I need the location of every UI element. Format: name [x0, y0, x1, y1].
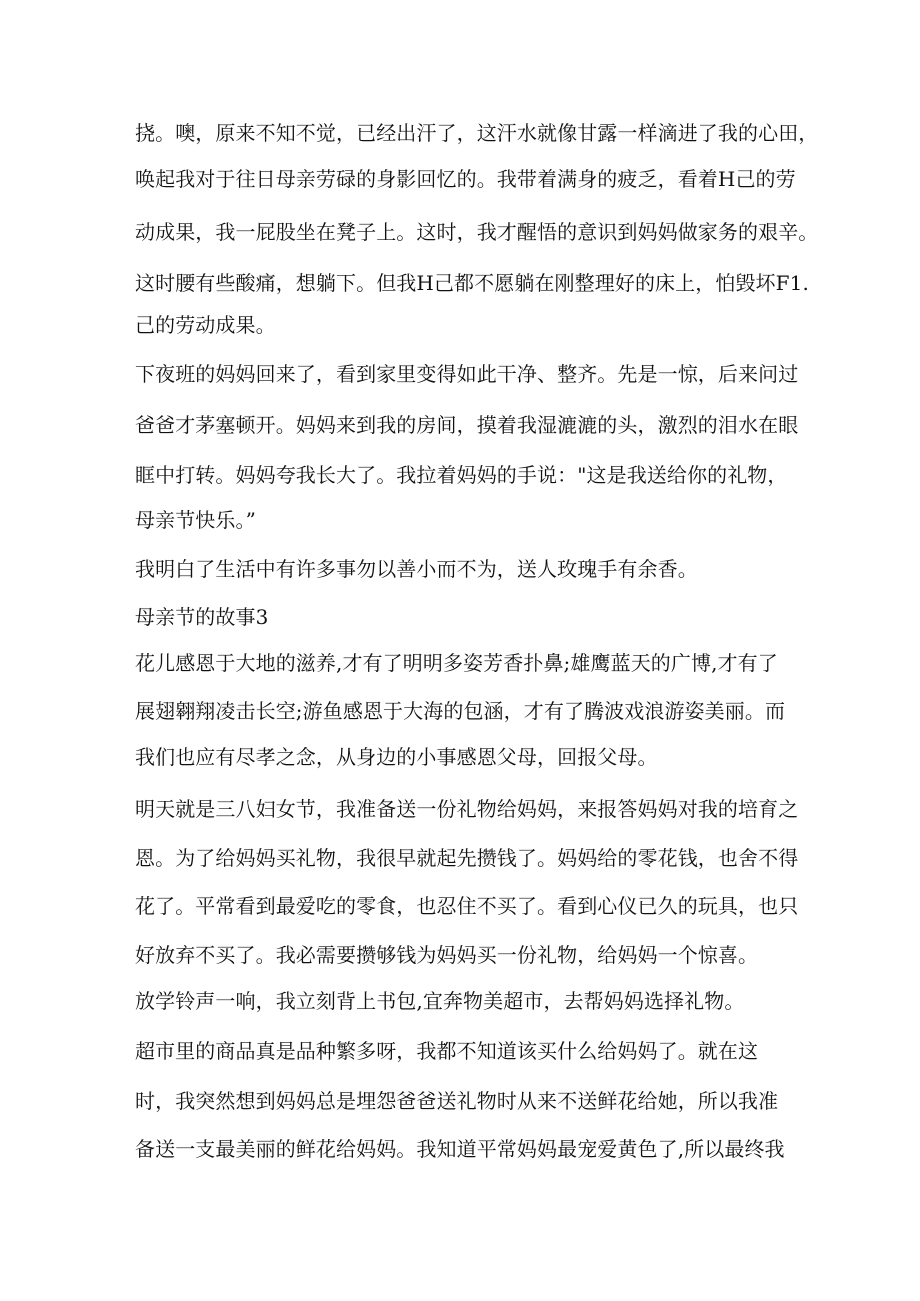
text-line-15: 明天就是三八妇女节，我准备送一份礼物给妈妈，来报答妈妈对我的培育之 [135, 797, 799, 821]
text-line-3: 动成果，我一屁股坐在凳子上。这时，我才醒悟的意识到妈妈做家务的艰辛。 [135, 220, 819, 244]
text-line-13: 展翅翱翔凌击长空;游鱼感恩于大海的包涵，才有了腾波戏浪游姿美丽。而 [135, 699, 786, 723]
text-line-22: 备送一支最美丽的鲜花给妈妈。我知道平常妈妈最宠爱黄色了,所以最终我 [135, 1137, 785, 1161]
text-line-1: 挠。噢，原来不知不觉，已经出汗了，这汗水就像甘露一样滴进了我的心田， [135, 121, 819, 145]
section-heading: 母亲节的故事3 [135, 605, 269, 629]
text-line-10: 我明白了生活中有许多事勿以善小而不为，送人玫瑰手有余香。 [135, 557, 698, 581]
text-line-12: 花儿感恩于大地的滋养,才有了明明多姿芳香扑鼻;雄鹰蓝天的广博,才有了 [135, 651, 778, 675]
text-line-5: 己的劳动成果。 [135, 313, 276, 337]
text-line-7: 爸爸才茅塞顿开。妈妈来到我的房间，摸着我湿漉漉的头，激烈的泪水在眼 [135, 413, 799, 437]
text-line-18: 好放弃不买了。我必需要攒够钱为妈妈买一份礼物，给妈妈一个惊喜。 [135, 943, 759, 967]
text-line-8: 眶中打转。妈妈夸我长大了。我拉着妈妈的手说："这是我送给你的礼物， [135, 463, 788, 487]
text-line-17: 花了。平常看到最爱吃的零食，也忍住不买了。看到心仪已久的玩具，也只 [135, 894, 799, 918]
text-line-9: 母亲节快乐。” [135, 508, 256, 532]
text-line-19: 放学铃声一响，我立刻背上书包,宜奔物美超市，去帮妈妈选择礼物。 [135, 989, 745, 1013]
text-line-6: 下夜班的妈妈回来了，看到家里变得如此干净、整齐。先是一惊，后来问过 [135, 362, 799, 386]
text-line-4: 这时腰有些酸痛，想躺下。但我H己都不愿躺在刚整理好的床上，怕毁坏F1. [135, 271, 809, 295]
text-line-14: 我们也应有尽孝之念，从身边的小事感恩父母，回报父母。 [135, 745, 658, 769]
text-line-2: 唤起我对于往日母亲劳碌的身影回忆的。我带着满身的疲乏，看着H己的劳 [135, 167, 796, 191]
text-line-16: 恩。为了给妈妈买礼物，我很早就起先攒钱了。妈妈给的零花钱，也舍不得 [135, 846, 799, 870]
text-line-21: 时，我突然想到妈妈总是埋怨爸爸送礼物时从来不送鲜花给她，所以我准 [135, 1089, 779, 1113]
text-line-20: 超市里的商品真是品种繁多呀，我都不知道该买什么给妈妈了。就在这 [135, 1039, 759, 1063]
